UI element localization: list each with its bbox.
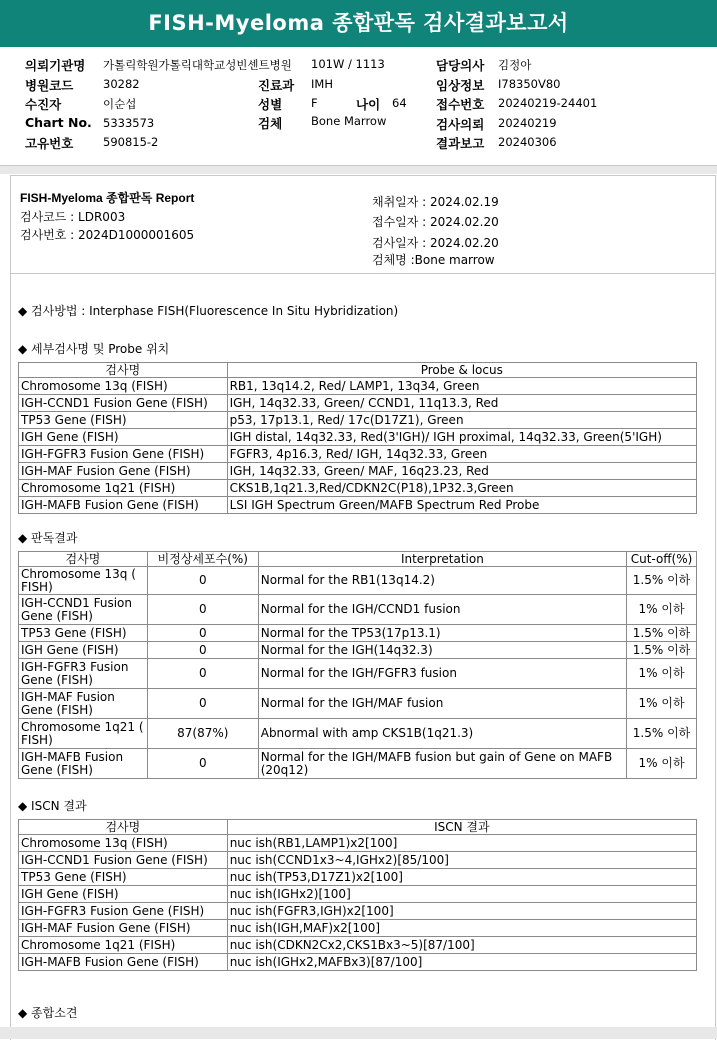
table-cell: 0 bbox=[147, 689, 258, 719]
table-cell: 1% 이하 bbox=[627, 689, 697, 719]
unique-id-label: 고유번호 bbox=[25, 136, 74, 151]
table-cell: nuc ish(RB1,LAMP1)x2[100] bbox=[227, 835, 696, 852]
table-cell: 0 bbox=[147, 659, 258, 689]
table-row bbox=[19, 886, 697, 903]
column-header: 검사명 bbox=[19, 820, 228, 835]
request-date-label: 검사의뢰 bbox=[436, 117, 485, 132]
table-cell: Normal for the IGH/FGFR3 fusion bbox=[258, 659, 626, 689]
table-row bbox=[19, 920, 697, 937]
specimen-value: Bone Marrow bbox=[311, 114, 387, 128]
table-cell: IGH, 14q32.33, Green/ CCND1, 11q13.3, Red bbox=[227, 395, 696, 412]
chart-no-label: Chart No. bbox=[25, 115, 92, 130]
table-row bbox=[19, 595, 697, 625]
report-date-value: 20240306 bbox=[498, 135, 557, 149]
clinical-info-value: I78350V80 bbox=[498, 77, 561, 91]
table-cell: IGH Gene (FISH) bbox=[19, 642, 148, 659]
institution-label: 의뢰기관명 bbox=[25, 58, 86, 73]
table-cell: Normal for the TP53(17p13.1) bbox=[258, 625, 626, 642]
table-cell: nuc ish(CDKN2Cx2,CKS1Bx3~5)[87/100] bbox=[227, 937, 696, 954]
column-header: Cut-off(%) bbox=[627, 552, 697, 567]
report-heading: FISH-Myeloma 종합판독 Report bbox=[20, 191, 195, 205]
hospital-code-label: 병원코드 bbox=[25, 78, 74, 93]
table-row bbox=[19, 642, 697, 659]
table-cell: Chromosome 1q21 ( FISH) bbox=[19, 719, 148, 749]
bottom-divider bbox=[0, 1027, 717, 1039]
table-cell: 0 bbox=[147, 625, 258, 642]
table-cell: TP53 Gene (FISH) bbox=[19, 412, 228, 429]
report-date-label: 결과보고 bbox=[436, 136, 485, 151]
table-cell: Chromosome 13q (FISH) bbox=[19, 378, 228, 395]
department-value: IMH bbox=[311, 77, 333, 91]
sex-label: 성별 bbox=[258, 97, 283, 112]
age-label: 나이 bbox=[356, 97, 381, 112]
iscn-section-heading: ◆ ISCN 결과 bbox=[18, 799, 87, 813]
table-cell: IGH-FGFR3 Fusion Gene (FISH) bbox=[19, 903, 228, 920]
table-cell: CKS1B,1q21.3,Red/CDKN2C(P18),1P32.3,Green bbox=[227, 480, 696, 497]
table-cell: Normal for the IGH/MAFB fusion but gain of Gene on MAFB (20q12) bbox=[258, 749, 626, 779]
test-number: 검사번호 : 2024D1000001605 bbox=[20, 228, 195, 242]
table-row bbox=[19, 659, 697, 689]
column-header: 검사명 bbox=[19, 552, 148, 567]
table-cell: Chromosome 13q ( FISH) bbox=[19, 567, 148, 595]
table-cell: IGH-MAFB Fusion Gene (FISH) bbox=[19, 749, 148, 779]
table-row bbox=[19, 852, 697, 869]
table-header-row bbox=[19, 363, 697, 378]
table-header-row bbox=[19, 552, 697, 567]
column-header: Interpretation bbox=[258, 552, 626, 567]
receipt-no-label: 접수번호 bbox=[436, 97, 485, 112]
table-cell: Chromosome 1q21 (FISH) bbox=[19, 937, 228, 954]
result-section-heading: ◆ 판독결과 bbox=[18, 531, 78, 545]
doctor-label: 담당의사 bbox=[436, 58, 485, 73]
table-cell: IGH-CCND1 Fusion Gene (FISH) bbox=[19, 595, 148, 625]
table-cell: TP53 Gene (FISH) bbox=[19, 625, 148, 642]
method-heading: ◆ 검사방법 : Interphase FISH(Fluorescence In Situ Hybridization) bbox=[18, 304, 399, 318]
report-title: FISH-Myeloma 종합판독 검사결과보고서 bbox=[0, 0, 717, 47]
table-cell: 1% 이하 bbox=[627, 595, 697, 625]
table-cell: 0 bbox=[147, 642, 258, 659]
table-cell: IGH distal, 14q32.33, Red(3'IGH)/ IGH proximal, 14q32.33, Green(5'IGH) bbox=[227, 429, 696, 446]
table-cell: TP53 Gene (FISH) bbox=[19, 869, 228, 886]
probe-table bbox=[18, 362, 697, 514]
doctor-value: 김정아 bbox=[498, 58, 532, 72]
column-header: Probe & locus bbox=[227, 363, 696, 378]
table-cell: 1% 이하 bbox=[627, 749, 697, 779]
patient-name-value: 이순섭 bbox=[103, 97, 137, 111]
table-cell: Abnormal with amp CKS1B(1q21.3) bbox=[258, 719, 626, 749]
table-cell: IGH Gene (FISH) bbox=[19, 429, 228, 446]
table-row bbox=[19, 835, 697, 852]
sex-value: F bbox=[311, 96, 318, 110]
hospital-code-value: 30282 bbox=[103, 77, 140, 91]
specimen-name: 검체명 :Bone marrow bbox=[372, 253, 495, 267]
receipt-date: 접수일자 : 2024.02.20 bbox=[372, 215, 499, 229]
table-cell: RB1, 13q14.2, Red/ LAMP1, 13q34, Green bbox=[227, 378, 696, 395]
institution-value: 가톨릭학원가톨릭대학교성빈센트병원 bbox=[103, 58, 292, 72]
patient-info-panel bbox=[0, 47, 717, 165]
table-cell: 87(87%) bbox=[147, 719, 258, 749]
table-cell: nuc ish(IGHx2)[100] bbox=[227, 886, 696, 903]
table-row bbox=[19, 954, 697, 971]
table-cell: nuc ish(IGH,MAF)x2[100] bbox=[227, 920, 696, 937]
table-cell: nuc ish(CCND1x3~4,IGHx2)[85/100] bbox=[227, 852, 696, 869]
table-cell: IGH-CCND1 Fusion Gene (FISH) bbox=[19, 852, 228, 869]
table-cell: Chromosome 13q (FISH) bbox=[19, 835, 228, 852]
column-header: 비정상세포수(%) bbox=[147, 552, 258, 567]
column-header: ISCN 결과 bbox=[227, 820, 696, 835]
table-row bbox=[19, 719, 697, 749]
chart-no-value: 5333573 bbox=[103, 116, 155, 130]
column-header: 검사명 bbox=[19, 363, 228, 378]
test-code: 검사코드 : LDR003 bbox=[20, 210, 126, 224]
receipt-no-value: 20240219-24401 bbox=[498, 96, 598, 110]
section-divider bbox=[0, 165, 717, 174]
table-row bbox=[19, 497, 697, 514]
table-cell: LSI IGH Spectrum Green/MAFB Spectrum Red Probe bbox=[227, 497, 696, 514]
table-row bbox=[19, 869, 697, 886]
table-cell: nuc ish(FGFR3,IGH)x2[100] bbox=[227, 903, 696, 920]
table-cell: IGH-CCND1 Fusion Gene (FISH) bbox=[19, 395, 228, 412]
summary-section-heading: ◆ 종합소견 bbox=[18, 1006, 78, 1020]
ward-value: 101W / 1113 bbox=[311, 57, 385, 71]
specimen-label: 검체 bbox=[258, 116, 283, 131]
table-row bbox=[19, 446, 697, 463]
table-cell: 1.5% 이하 bbox=[627, 719, 697, 749]
table-row bbox=[19, 689, 697, 719]
table-row bbox=[19, 567, 697, 595]
probe-section-heading: ◆ 세부검사명 및 Probe 위치 bbox=[18, 342, 170, 356]
table-cell: IGH Gene (FISH) bbox=[19, 886, 228, 903]
table-cell: Normal for the RB1(13q14.2) bbox=[258, 567, 626, 595]
table-cell: 0 bbox=[147, 595, 258, 625]
table-cell: p53, 17p13.1, Red/ 17c(D17Z1), Green bbox=[227, 412, 696, 429]
table-row bbox=[19, 903, 697, 920]
department-label: 진료과 bbox=[258, 78, 295, 93]
table-cell: nuc ish(IGHx2,MAFBx3)[87/100] bbox=[227, 954, 696, 971]
table-row bbox=[19, 378, 697, 395]
table-row bbox=[19, 625, 697, 642]
test-date: 검사일자 : 2024.02.20 bbox=[372, 236, 499, 250]
table-row bbox=[19, 480, 697, 497]
table-cell: IGH-FGFR3 Fusion Gene (FISH) bbox=[19, 659, 148, 689]
table-cell: Normal for the IGH(14q32.3) bbox=[258, 642, 626, 659]
table-row bbox=[19, 937, 697, 954]
table-cell: IGH-MAF Fusion Gene (FISH) bbox=[19, 920, 228, 937]
patient-name-label: 수진자 bbox=[25, 97, 62, 112]
clinical-info-label: 임상정보 bbox=[436, 78, 485, 93]
table-cell: IGH-MAFB Fusion Gene (FISH) bbox=[19, 497, 228, 514]
table-header-row bbox=[19, 820, 697, 835]
iscn-table bbox=[18, 819, 697, 971]
table-cell: 1.5% 이하 bbox=[627, 625, 697, 642]
report-document bbox=[10, 175, 716, 1040]
table-cell: 0 bbox=[147, 749, 258, 779]
table-row bbox=[19, 429, 697, 446]
table-row bbox=[19, 463, 697, 480]
table-cell: 1% 이하 bbox=[627, 659, 697, 689]
table-cell: IGH-FGFR3 Fusion Gene (FISH) bbox=[19, 446, 228, 463]
table-cell: Normal for the IGH/CCND1 fusion bbox=[258, 595, 626, 625]
table-cell: Chromosome 1q21 (FISH) bbox=[19, 480, 228, 497]
table-cell: 1.5% 이하 bbox=[627, 642, 697, 659]
table-cell: 1.5% 이하 bbox=[627, 567, 697, 595]
table-cell: IGH-MAF Fusion Gene (FISH) bbox=[19, 463, 228, 480]
table-row bbox=[19, 412, 697, 429]
table-row bbox=[19, 395, 697, 412]
table-cell: FGFR3, 4p16.3, Red/ IGH, 14q32.33, Green bbox=[227, 446, 696, 463]
request-date-value: 20240219 bbox=[498, 116, 557, 130]
age-value: 64 bbox=[392, 96, 407, 110]
report-header bbox=[11, 176, 715, 274]
table-cell: Normal for the IGH/MAF fusion bbox=[258, 689, 626, 719]
table-row bbox=[19, 749, 697, 779]
table-cell: nuc ish(TP53,D17Z1)x2[100] bbox=[227, 869, 696, 886]
table-cell: 0 bbox=[147, 567, 258, 595]
table-cell: IGH, 14q32.33, Green/ MAF, 16q23.23, Red bbox=[227, 463, 696, 480]
unique-id-value: 590815-2 bbox=[103, 135, 159, 149]
table-cell: IGH-MAFB Fusion Gene (FISH) bbox=[19, 954, 228, 971]
result-table bbox=[18, 551, 697, 779]
table-cell: IGH-MAF Fusion Gene (FISH) bbox=[19, 689, 148, 719]
collection-date: 채취일자 : 2024.02.19 bbox=[372, 195, 499, 209]
